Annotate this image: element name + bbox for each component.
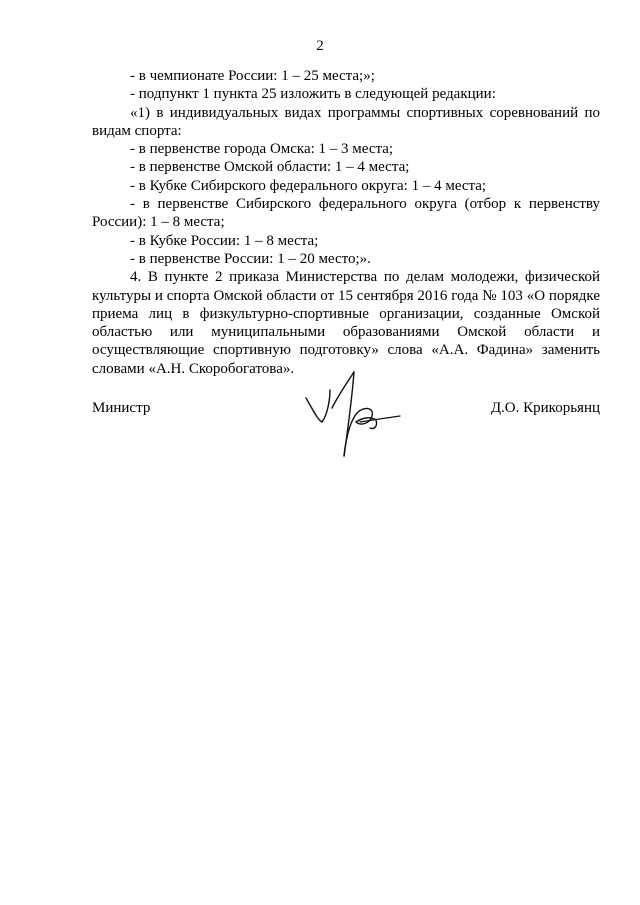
signature-block: [92, 400, 600, 480]
paragraph-line: - в Кубке Сибирского федерального округа: 1 – 4 места;: [130, 177, 487, 194]
paragraph: 4. В пункте 2 приказа Министерства по делам молодежи, физической культуры и спорта Омской области от 15 сентября 2016 года № 103 «О порядке приема лиц в физкультурно-спортивные организации, созданные Омской областью или муниципальными образованиями Омской области и осуществляющие спортивную подготовку» слова «А.А. Фадина» заменить словами «А.Н. Скоробогатова».: [92, 269, 600, 377]
paragraph-line: - подпункт 1 пункта 25 изложить в следующей редакции:: [130, 86, 496, 103]
paragraph: «1) в индивидуальных видах программы спортивных соревнований по видам спорта:: [92, 104, 600, 139]
signatory-title: Министр: [92, 400, 151, 416]
paragraph-line: - в первенстве России: 1 – 20 место;».: [130, 250, 371, 267]
document-body: [92, 67, 600, 378]
paragraph-line: - в чемпионате России: 1 – 25 места;»;: [130, 68, 375, 84]
scan-header-fragment: [250, 0, 390, 6]
paragraph-line: - в первенстве Омской области: 1 – 4 места;: [130, 159, 410, 176]
page-number: 2: [316, 38, 324, 54]
paragraph-line: - в Кубке России: 1 – 8 места;: [130, 232, 319, 249]
signatory-name: Д.О. Крикорьянц: [490, 400, 600, 416]
paragraph-line: - в первенстве города Омска: 1 – 3 места;: [130, 141, 394, 158]
handwritten-signature: [300, 368, 410, 460]
paragraph: - в первенстве Сибирского федерального округа (отбор к первенству России): 1 – 8 места;: [92, 196, 600, 231]
